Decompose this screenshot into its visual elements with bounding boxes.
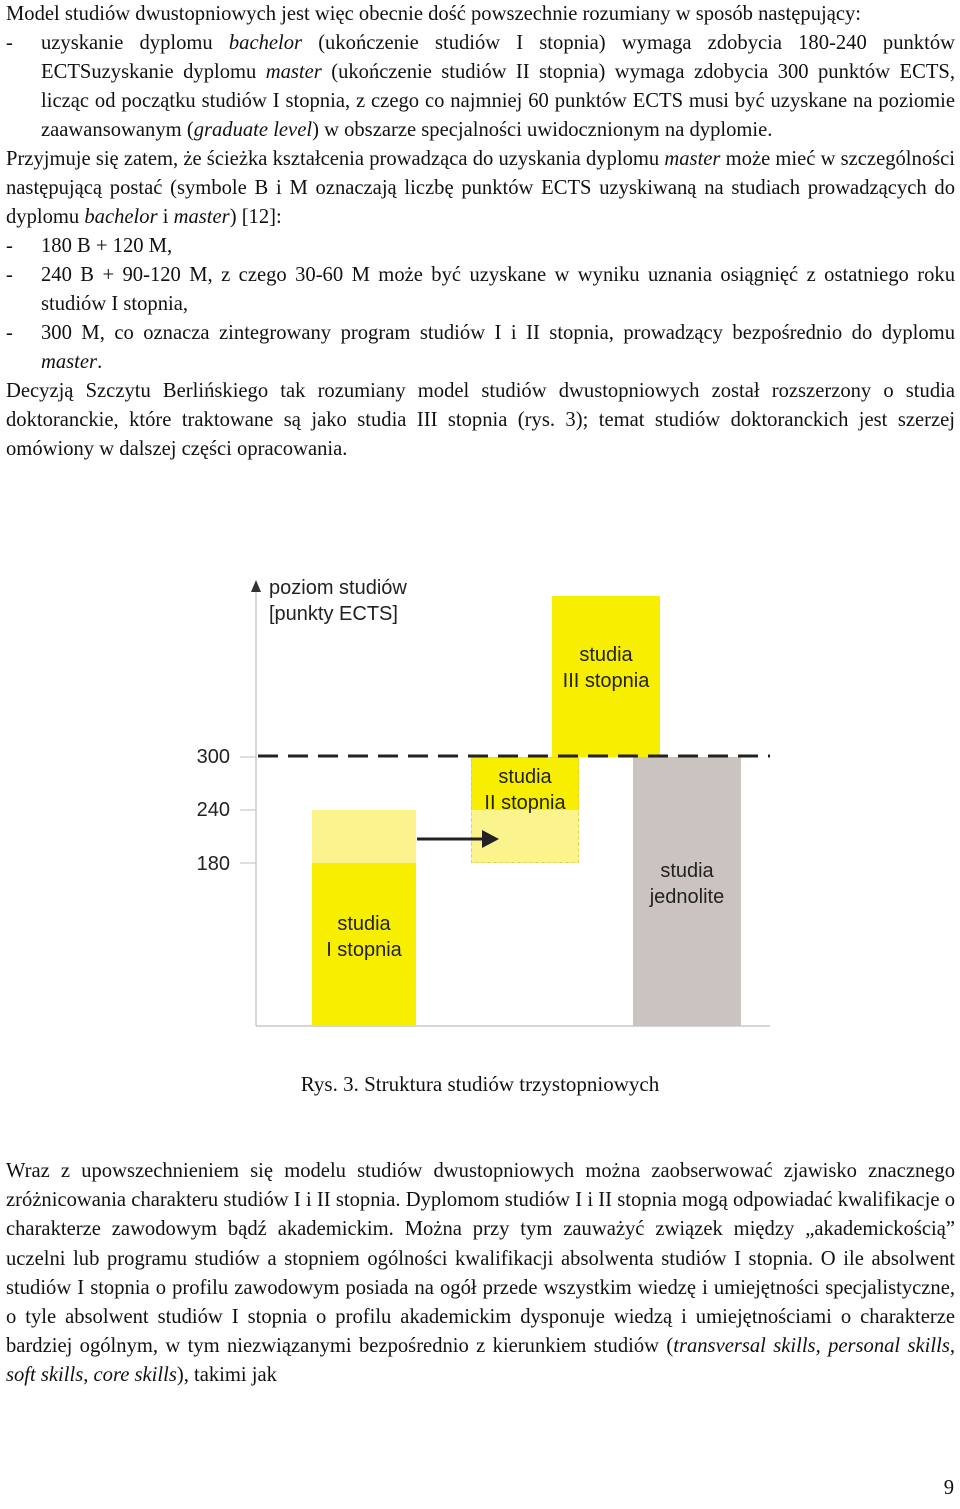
list-dash: - — [6, 235, 13, 257]
text-run: (ukończenie studiów II stopnia) wymaga zdobycia 300 punktów ECTS, licząc od początku studiów I stopnia, z czego co najmniej 60 punktów ECTS musi być uzyskane na poziomie zaawansowanym ( — [41, 61, 955, 141]
text-run: 240 B + 90-120 M, z czego 30-60 M może być uzyskane w wyniku uznania osiągnięć z ostatniego roku studiów I stopnia, — [41, 264, 955, 315]
italic-text: core skills — [93, 1364, 177, 1387]
list-dash: - — [6, 32, 13, 54]
text-run: . — [97, 351, 103, 373]
italic-text: master — [173, 206, 230, 228]
list-item — [6, 319, 955, 377]
list-warianty — [6, 232, 955, 377]
label-studia-ii-stopnia-1: studia — [498, 766, 552, 788]
axis-title-line-1: poziom studiów — [269, 577, 407, 599]
label-studia-jednolite-2: jednolite — [649, 886, 725, 908]
text-run: , — [83, 1364, 94, 1387]
tick-label-180: 180 — [196, 853, 230, 875]
italic-text: transversal skills — [673, 1335, 816, 1358]
list-item-body — [41, 319, 955, 377]
text-run: Wraz z upowszechnieniem się modelu studiów dwustopniowych można zaobserwować zjawisko znacznego zróżnicowania charakteru studiów I i II stopnia. Dyplomom studiów I i II stopnia mogą odpowiadać kwalifikacje o charakterze zawodowym bądź akademickim. Można przy tym zauważyć związek między „akademickością” uczelni lub programu studiów a stopniem ogólności kwalifikacji absolwenta studiów I stopnia. O ile absolwent studiów I stopnia o profilu zawodowym posiada na ogół przede wszystkim wiedzę i umiejętności specjalistyczne, o tyle absolwent studiów I stopnia o profilu akademickim dysponuje wiedzą i umiejętnościami o charakterze bardziej ogólnym, w tym niezwiązanymi bezpośrednio z kierunkiem studiów ( — [6, 1160, 955, 1358]
italic-text: master — [265, 61, 322, 83]
text-run: 180 B + 120 M, — [41, 235, 173, 257]
list-dash: - — [6, 264, 13, 286]
text-run: ) [12]: — [229, 206, 282, 228]
text-run: 300 M, co oznacza zintegrowany program studiów I i II stopnia, prowadzący bezpośrednio do dyplomu — [41, 322, 955, 344]
figure-structure-diagram — [0, 560, 960, 1060]
label-studia-i-stopnia-2: I stopnia — [326, 939, 402, 961]
italic-text: personal skills — [828, 1335, 950, 1358]
list-item — [6, 261, 955, 319]
paragraph-decyzja: Decyzją Szczytu Berlińskiego tak rozumiany model studiów dwustopniowych został rozszerzony o studia doktoranckie, które traktowane są jako studia III stopnia (rys. 3); temat studiów doktoranckich jest szerzej omówiony w dalszej części opracowania. — [6, 380, 955, 460]
text-run: , — [949, 1335, 955, 1358]
list-item-body — [41, 261, 955, 319]
label-studia-ii-stopnia-2: II stopnia — [484, 792, 566, 814]
italic-text: soft skills — [6, 1364, 84, 1387]
list-item-body — [41, 232, 955, 261]
text-block-top — [6, 0, 955, 464]
text-run: może mieć w szczególności następującą postać (symbole B i M oznaczają liczbę punktów ECTS uzyskiwaną na studiach prowadzących do dyplomu — [6, 148, 955, 228]
label-studia-iii-stopnia-2: III stopnia — [562, 670, 650, 692]
list-item — [6, 232, 955, 261]
paragraph-wraz — [6, 1157, 955, 1391]
italic-text: graduate level — [193, 119, 313, 141]
text-run: i — [157, 206, 174, 228]
italic-text: master — [664, 148, 721, 170]
italic-text: bachelor — [228, 32, 303, 54]
tick-label-240: 240 — [196, 799, 230, 821]
paragraph-intro: Model studiów dwustopniowych jest więc obecnie dość powszechnie rozumiany w sposób następujący: — [6, 3, 862, 25]
label-studia-i-stopnia-1: studia — [337, 913, 391, 935]
list-dash: - — [6, 322, 13, 344]
list-item-body — [41, 29, 955, 145]
page-number: 9 — [943, 1477, 954, 1499]
list-item — [6, 29, 955, 145]
axis-title-line-2: [punkty ECTS] — [269, 603, 398, 625]
tick-label-300: 300 — [196, 746, 230, 768]
y-axis-arrow-icon — [251, 580, 261, 592]
italic-text: bachelor — [84, 206, 158, 228]
label-studia-jednolite-1: studia — [660, 860, 714, 882]
figure-caption: Rys. 3. Struktura studiów trzystopniowych — [300, 1072, 660, 1096]
text-run: Przyjmuje się zatem, że ścieżka kształcenia prowadząca do uzyskania dyplomu — [6, 148, 665, 170]
text-run: , — [815, 1335, 829, 1358]
bar-studia-i-stopnia-extension — [312, 810, 416, 863]
text-run: ) w obszarze specjalności uwidocznionym na dyplomie. — [312, 119, 773, 141]
label-studia-iii-stopnia-1: studia — [579, 644, 633, 666]
list-dyplomy — [6, 29, 955, 145]
text-block-bottom — [6, 1157, 955, 1391]
text-run: uzyskanie dyplomu — [41, 32, 229, 54]
text-run: ), takimi jak — [176, 1364, 277, 1387]
text-run: (ukończenie studiów I stopnia) wymaga zdobycia 180-240 punktów ECTSuzyskanie dyplomu — [41, 32, 955, 83]
italic-text: master — [41, 351, 98, 373]
paragraph-sciezka — [6, 145, 955, 232]
